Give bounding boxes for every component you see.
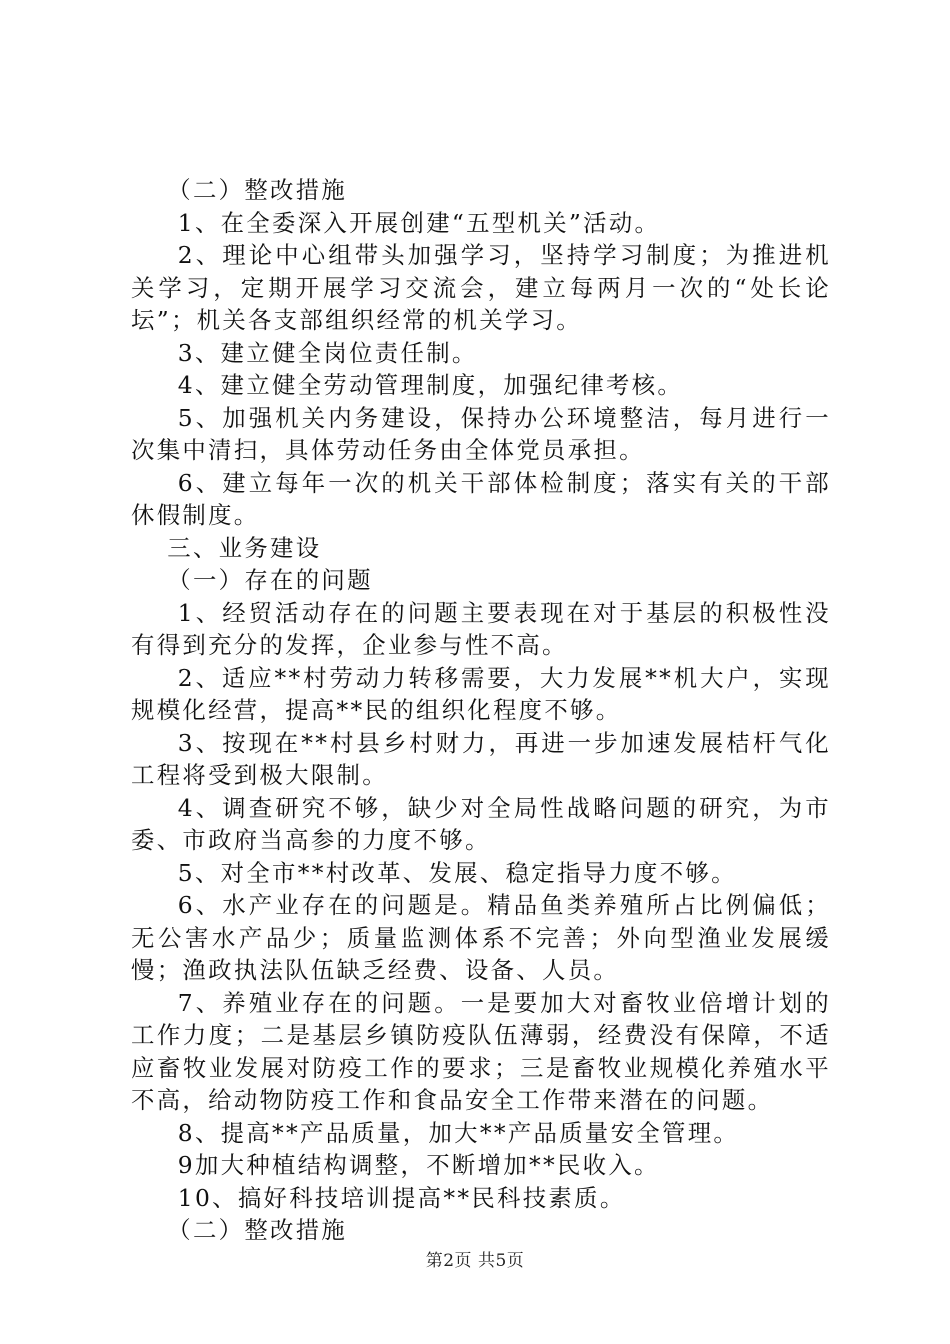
paragraph: 2、适应**村劳动力转移需要，大力发展**机大户，实现规模化经营，提高**民的组织化程度不够。 — [131, 663, 831, 724]
page-footer: 第2页 共5页 — [425, 1251, 525, 1271]
paragraph: 8、提高**产品质量，加大**产品质量安全管理。 — [177, 1118, 740, 1147]
paragraph: 2、理论中心组带头加强学习，坚持学习制度；为推进机关学习，定期开展学习交流会，建立每两月一次的“处长论坛”；机关各支部组织经常的机关学习。 — [131, 241, 831, 334]
paragraph: 4、建立健全劳动管理制度，加强纪律考核。 — [177, 371, 684, 399]
paragraph: 5、对全市**村改革、发展、稳定指导力度不够。 — [177, 858, 737, 887]
paragraph: 6、水产业存在的问题是。精品鱼类养殖所占比例偏低；无公害水产品少；质量监测体系不完善；外向型渔业发展缓慢；渔政执法队伍缺乏经费、设备、人员。 — [131, 891, 831, 984]
document-body — [131, 174, 831, 1247]
section-heading: （二）整改措施 — [167, 1216, 348, 1244]
paragraph: 1、在全委深入开展创建“五型机关”活动。 — [177, 208, 661, 237]
paragraph: 7、养殖业存在的问题。一是要加大对畜牧业倍增计划的工作力度；二是基层乡镇防疫队伍薄弱，经费没有保障，不适应畜牧业发展对防疫工作的要求；三是畜牧业规模化养殖水平不高，给动物防疫工作和食品安全工作带来潜在的问题。 — [131, 988, 831, 1114]
paragraph: 3、建立健全岗位责任制。 — [177, 338, 478, 367]
paragraph: 9加大种植结构调整，不断增加**民收入。 — [177, 1151, 660, 1179]
section-heading: （二）整改措施 — [167, 176, 348, 204]
paragraph: 4、调查研究不够，缺少对全局性战略问题的研究，为市委、市政府当高参的力度不够。 — [131, 793, 831, 854]
paragraph: 1、经贸活动存在的问题主要表现在对于基层的积极性没有得到充分的发挥，企业参与性不高。 — [131, 598, 831, 659]
paragraph: 6、建立每年一次的机关干部体检制度；落实有关的干部休假制度。 — [131, 468, 831, 529]
section-heading: （一）存在的问题 — [167, 566, 373, 594]
section-heading: 三、业务建设 — [167, 533, 322, 562]
paragraph: 10、搞好科技培训提高**民科技素质。 — [177, 1183, 626, 1212]
paragraph: 5、加强机关内务建设，保持办公环境整洁，每月进行一次集中清扫，具体劳动任务由全体党员承担。 — [131, 403, 831, 464]
paragraph: 3、按现在**村县乡村财力，再进一步加速发展桔杆气化工程将受到极大限制。 — [131, 728, 831, 789]
